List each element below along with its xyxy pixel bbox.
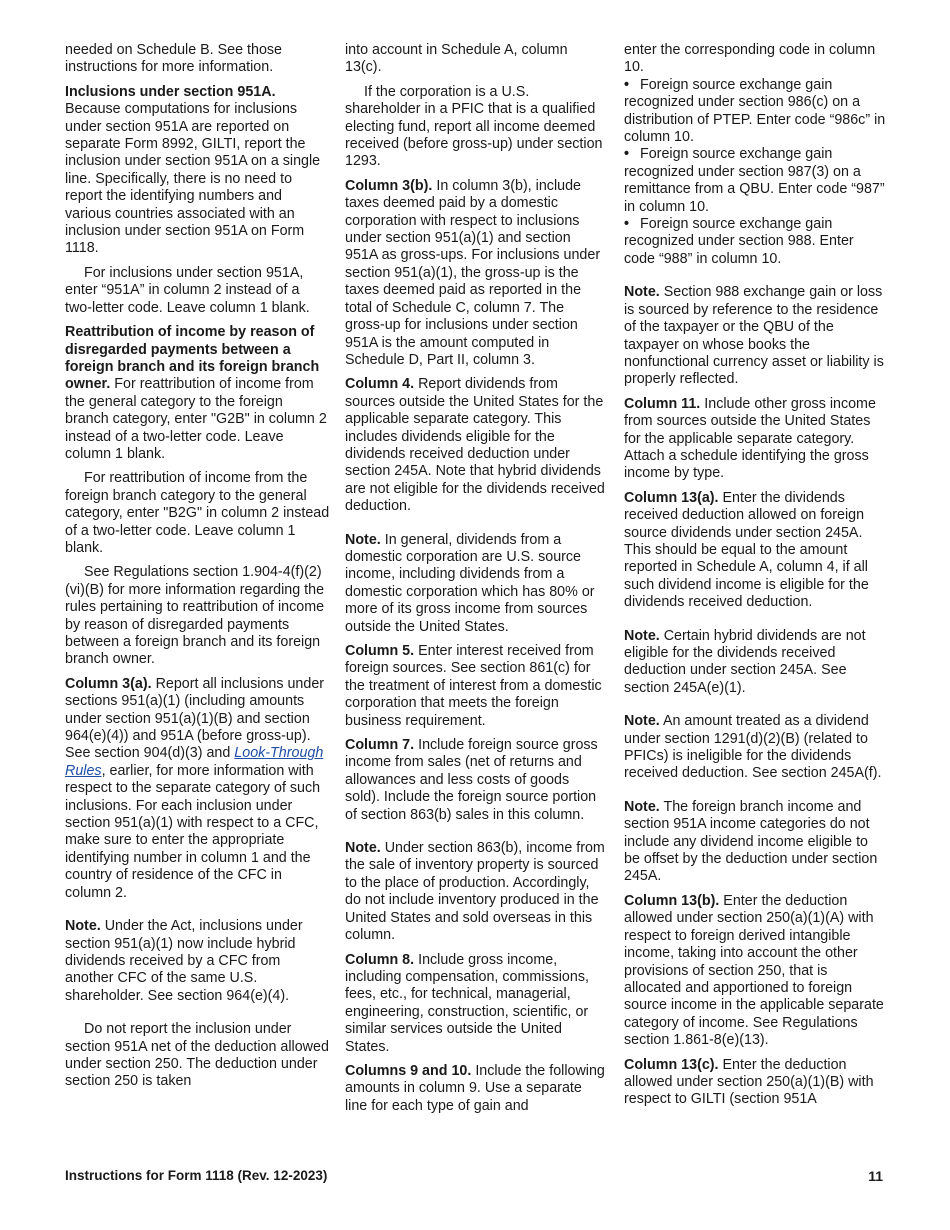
section-heading: Column 3(b). [345,177,433,194]
paragraph: Column 5. Enter interest received from foreign sources. See section 861(c) for the treatment of interest from a domestic corporation that meets the foreign business requirement. [345,643,602,729]
paragraph: Columns 9 and 10. Include the following amounts in column 9. Use a separate line for each type of gain and [345,1062,605,1114]
section-heading: Column 13(b). [624,892,720,909]
paragraph: Column 4. Report dividends from sources outside the United States for the applicable separate category. This includes dividends eligible for the dividends received deduction under section 245A. Note that hybrid dividends are not eligible for the dividends received deduction. [345,376,605,515]
bullet-icon: • [624,216,630,233]
note-paragraph: Note. An amount treated as a dividend under section 1291(d)(2)(B) (related to PFICs) is ineligible for the dividends received deduction. See section 245A(f). [624,713,882,782]
paragraph: Column 7. Include foreign source gross income from sales (net of returns and allowances and less costs of goods sold). Include the foreign source portion of section 863(b) sales in this column. [345,737,598,823]
note-paragraph: Note. The foreign branch income and section 951A income categories do not include any dividend income eligible to be offset by the deduction under section 245A. [624,798,878,885]
list-item: • Foreign source exchange gain recognized under section 988. Enter code “988” in column 10. [624,216,854,267]
section-heading: Column 5. [345,643,415,659]
page-number: 11 [868,1168,883,1184]
paragraph: For reattribution of income from the foreign branch category to the general category, enter "B2G" in column 2 instead of a two-letter code. Leave column 1 blank. [65,470,330,556]
note-paragraph: Note. Certain hybrid dividends are not eligible for the dividends received deduction under section 245A. See section 245A(e)(1). [624,627,866,696]
section-heading: Inclusions under section 951A. [65,83,276,100]
footer-form-title: Instructions for Form 1118 (Rev. 12-2023) [65,1168,328,1183]
section-heading: Columns 9 and 10. [345,1062,472,1079]
note-paragraph: Note. Under section 863(b), income from the sale of inventory property is sourced to the place of production. Accordingly, do not include inventory produced in the United States and sold overseas in this column. [345,840,605,944]
note-paragraph: Note. In general, dividends from a domestic corporation are U.S. source income, including dividends from a domestic corporation which has 80% or more of its gross income from sources outside the United States. [345,531,595,635]
section-heading: Column 3(a). [65,675,152,692]
section-heading: Column 11. [624,395,701,412]
look-through-rules-link[interactable]: Look-Through Rules [65,745,324,779]
bullet-icon: • [624,76,630,93]
paragraph: into account in Schedule A, column 13(c). [345,42,568,76]
paragraph: For inclusions under section 951A, enter “951A” in column 2 instead of a two-letter code. Leave column 1 blank. [65,264,310,316]
paragraph: See Regulations section 1.904-4(f)(2)(vi)(B) for more information regarding the rules pertaining to reattribution of income by reason of disregarded payments between a foreign branch and its foreign branch owner. [65,564,325,668]
note-label: Note. [624,284,660,301]
paragraph: Do not report the inclusion under section 951A net of the deduction allowed under section 250. The deduction under section 250 is taken [65,1021,329,1090]
section-heading: Column 4. [345,376,415,393]
note-paragraph: Note. Under the Act, inclusions under section 951(a)(1) now include hybrid dividends received by a CFC from another CFC of the same U.S. shareholder. See section 964(e)(4). [65,918,303,1004]
paragraph: needed on Schedule B. See those instructions for more information. [65,42,283,76]
section-heading: Column 13(a). [624,489,719,506]
text-column-1 [65,42,330,1098]
paragraph: Column 3(a). Report all inclusions under sections 951(a)(1) (including amounts under section 951(a)(1)(B) and section 964(e)(4)) and 951A (before gross-up). See section 904(d)(3) and Look-Through Rules, earlier, for more information with respect to the separate category of such inclusions. For each inclusion under section 951(a)(1) with respect to a CFC, make sure to enter the appropriate identifying number in column 1 and the country of residence of the CFC in column 2. [65,675,325,901]
text-column-2 [345,42,607,1122]
paragraph: Column 13(a). Enter the dividends received deduction allowed on foreign source dividends under section 245A. This should be equal to the amount reported in Schedule A, column 4, if all such dividend income is eligible for the dividends received deduction. [624,489,869,611]
paragraph: Reattribution of income by reason of disregarded payments between a foreign branch and its foreign branch owner. For reattribution of income from the general category to the foreign branch category, enter "G2B" in column 2 instead of a two-letter code. Leave column 1 blank. [65,324,327,462]
note-label: Note. [345,840,381,857]
section-heading: Reattribution of income by reason of disregarded payments between a foreign branch and its foreign branch owner. [65,324,320,393]
paragraph: If the corporation is a U.S. shareholder in a PFIC that is a qualified electing fund, report all income deemed received (before gross-up) under section 1293. [345,83,603,170]
note-label: Note. [624,798,660,815]
paragraph: Column 13(c). Enter the deduction allowed under section 250(a)(1)(B) with respect to GILTI (section 951A [624,1056,874,1108]
paragraph: Column 11. Include other gross income from sources outside the United States for the applicable separate category. Attach a schedule identifying the gross income by type. [624,395,876,482]
note-label: Note. [345,531,381,548]
text-column-3 [624,42,886,1116]
list-item: • Foreign source exchange gain recognized under section 986(c) on a distribution of PTEP. Enter code “986c” in column 10. [624,76,886,146]
paragraph: Column 13(b). Enter the deduction allowed under section 250(a)(1)(A) with respect to foreign derived intangible income, taking into account the other provisions of section 250, that is allocated and apportioned to foreign source income in the applicable separate category of income. See Regulations section 1.861-8(e)(13). [624,892,884,1049]
section-heading: Column 8. [345,951,415,968]
note-paragraph: Note. Section 988 exchange gain or loss is sourced by reference to the residence of the taxpayer or the QBU of the taxpayer on whose books the nonfunctional currency asset or liability is properly reflected. [624,284,884,388]
bullet-icon: • [624,146,630,163]
paragraph: Column 3(b). In column 3(b), include taxes deemed paid by a domestic corporation with respect to inclusions under section 951(a)(1) and section 951A as gross-ups. For inclusions under section 951(a)(1), the gross-up is the taxes deemed paid as reported in the total of Schedule C, column 7. The gross-up for inclusions under section 951A is the amount computed in Schedule D, Part II, column 3. [345,177,601,368]
paragraph: Inclusions under section 951A. Because computations for inclusions under section 951A are reported on separate Form 8992, GILTI, report the inclusion under section 951A on a single line. Specifically, there is no need to report the identifying numbers and various countries associated with an inclusion under section 951A on Form 1118. [65,83,321,257]
paragraph: Column 8. Include gross income, including compensation, commissions, fees, etc., for technical, managerial, engineering, construction, scientific, or similar services outside the United States. [345,951,589,1055]
paragraph: enter the corresponding code in column 10. [624,42,876,76]
note-label: Note. [65,918,101,935]
section-heading: Column 13(c). [624,1056,719,1073]
note-label: Note. [624,713,660,730]
list-item: • Foreign source exchange gain recognized under section 987(3) on a remittance from a QBU. Enter code “987” in column 10. [624,146,885,215]
section-heading: Column 7. [345,737,415,754]
note-label: Note. [624,627,660,644]
